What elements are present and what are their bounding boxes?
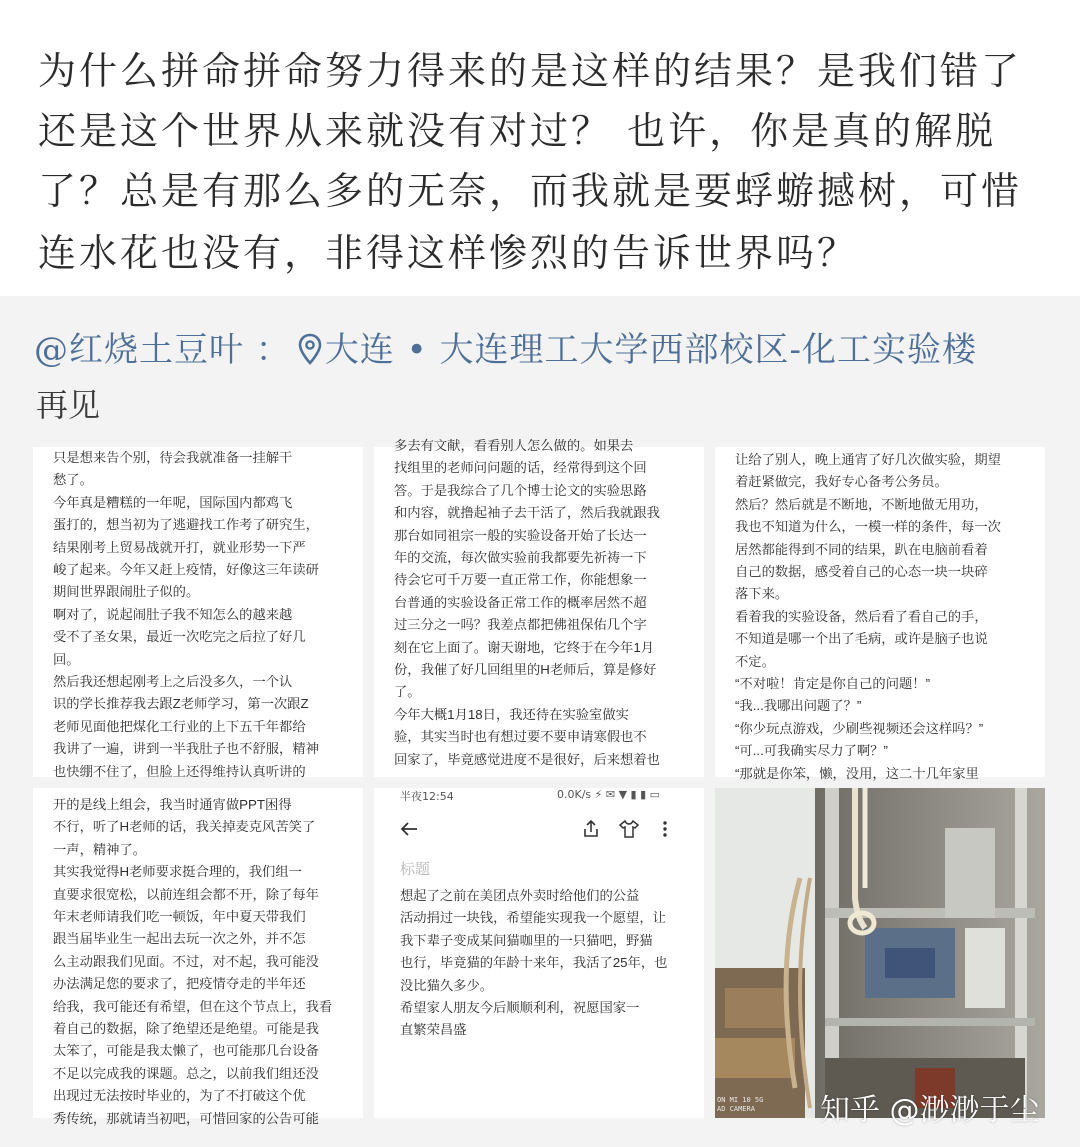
post-text-line: 了？总是有那么多的无奈，而我就是要蜉蝣撼树，可惜 <box>38 169 1023 213</box>
note-line: 和内容，就撸起袖子去干活了，然后我就跟我 <box>394 505 660 521</box>
location-pin-icon <box>297 333 323 374</box>
note-body[interactable] <box>400 885 684 1042</box>
note-line: 回家了，毕竟感觉进度不是很好，后来想着也 <box>394 751 660 767</box>
note-line: 太笨了，可能是我太懒了，也可能那几台设备 <box>53 1043 319 1059</box>
note-line: 了。 <box>394 684 421 700</box>
note-line: 峻了起来。今年又赶上疫情，好像这三年读研 <box>53 562 319 578</box>
note-line: 着赶紧做完，我好专心备考公务员。 <box>735 474 948 490</box>
note-line: 今年真是糟糕的一年呢，国际国内都鸡飞 <box>53 494 293 510</box>
more-vertical-icon[interactable] <box>660 818 670 844</box>
note-line: 台普通的实验设备正常工作的概率居然不超 <box>394 594 647 610</box>
note-line: 找组里的老师问问题的话，经常得到这个回 <box>394 460 647 476</box>
note-line: 只是想来告个别，待会我就准备一挂解干 <box>53 450 293 465</box>
weibo-separator: ： <box>244 330 291 370</box>
note-line: 答。于是我综合了几个博士论文的实验思路 <box>394 482 647 498</box>
note-line: 不足以完成我的课题。总之，以前我们组还没 <box>53 1065 319 1081</box>
note-line: 也行，毕竟猫的年龄十来年，我活了25年，也 <box>400 955 668 971</box>
status-time: 半夜12:54 <box>400 790 454 803</box>
note-line: 看着我的实验设备，然后看了看自己的手， <box>735 608 988 624</box>
note-line: 不定。 <box>735 653 775 669</box>
weibo-location-link[interactable]: 大连 • 大连理工大学西部校区-化工实验楼 <box>324 330 977 370</box>
note-line: 办法满足您的要求了，把疫情夺走的半年还 <box>53 976 306 992</box>
note-line: 其实我觉得H老师要求挺合理的，我们组一 <box>53 864 302 880</box>
note-line: 我也不知道为什么，一模一样的条件，每一次 <box>735 519 1001 535</box>
image-card[interactable] <box>374 438 704 777</box>
zhihu-watermark: 知乎 @渺渺于尘 <box>820 1093 1040 1128</box>
lab-equipment-with-rope-photo[interactable] <box>715 788 1045 1118</box>
weibo-header <box>34 322 977 374</box>
image-card[interactable] <box>374 788 704 1118</box>
note-line: 着自己的数据，除了绝望还是绝望。可能是我 <box>53 1021 319 1037</box>
note-line: 跟当届毕业生一起出去玩一次之外，并不怎 <box>53 931 306 947</box>
note-line: 受不了圣女果，最近一次吃完之后拉了好几 <box>53 629 306 645</box>
note-line: 年的交流，每次做实验前我都要先祈祷一下 <box>394 550 647 566</box>
note-line: 然后我还想起刚考上之后没多久，一个认 <box>53 674 293 690</box>
notes-toolbar <box>374 818 704 842</box>
post-text-line: 为什么拼命拼命努力得来的是这样的结果？是我们错了 <box>38 49 1023 93</box>
note-line: 识的学长推荐我去跟Z老师学习，第一次跟Z <box>53 696 309 712</box>
note-line: 过三分之一吗？我差点都把佛祖保佑几个字 <box>394 617 647 633</box>
status-indicators: 0.0K/s ⚡ ✉ ▼ ▮ ▮ ▭ <box>557 788 661 801</box>
note-line: 直繁荣昌盛 <box>400 1022 467 1038</box>
image-card[interactable] <box>715 447 1045 781</box>
note-line: 希望家人朋友今后顺顺利利，祝愿国家一 <box>400 1000 640 1016</box>
image-card[interactable] <box>33 447 363 777</box>
note-line: 期间世界跟闹肚子似的。 <box>53 584 200 600</box>
note-line: 我下辈子变成某间猫咖里的一只猫吧，野猫 <box>400 932 653 948</box>
note-line: 秀传统，那就请当初吧，可惜回家的公告可能 <box>53 1110 319 1126</box>
camera-caption-line: AD CAMERA <box>717 1105 755 1113</box>
post-text-area <box>0 0 1080 296</box>
note-text <box>374 435 704 771</box>
post-text-line: 连水花也没有，非得这样惨烈的告诉世界吗？ <box>38 231 859 275</box>
note-text <box>33 447 363 783</box>
note-text <box>33 794 363 1130</box>
note-line: “不对啦！肯定是你自己的问题！” <box>735 676 931 692</box>
weibo-message: 再见 <box>36 386 101 424</box>
post-text-line: 还是这个世界从来就没有对过？ 也许，你是真的解脱 <box>38 109 997 153</box>
note-line: 自己的数据，感受着自己的心态一块一块碎 <box>735 564 988 580</box>
note-line: “我...我哪出问题了？” <box>735 698 862 714</box>
note-line: 也快绷不住了，但脸上还得维持认真听讲的 <box>53 763 306 779</box>
note-line: 回。 <box>53 651 80 667</box>
note-line: “可...可我确实尽力了啊？” <box>735 743 888 759</box>
note-line: 老师见面他把煤化工行业的上下五千年都给 <box>53 718 306 734</box>
note-line: 让给了别人，晚上通宵了好几次做实验，期望 <box>735 452 1001 467</box>
note-line: 不知道是哪一个出了毛病，或许是脑子也说 <box>735 631 988 647</box>
note-line: 今年大概1月18日，我还待在实验室做实 <box>394 706 629 722</box>
note-line: 那台如同祖宗一般的实验设备开始了长达一 <box>394 527 647 543</box>
camera-caption-line: ON MI 10 5G <box>717 1096 764 1104</box>
note-line: 一声，精神了。 <box>53 841 147 857</box>
share-icon[interactable] <box>580 818 602 844</box>
image-card[interactable] <box>33 788 363 1126</box>
note-line: 居然都能得到不同的结果，趴在电脑前看着 <box>735 541 988 557</box>
note-line: “那就是你笨，懒，没用，这二十几年家里 <box>735 765 979 781</box>
note-line: 我讲了一遍，讲到一半我肚子也不舒服，精神 <box>53 741 319 757</box>
note-line: 活动捐过一块钱，希望能实现我一个愿望，让 <box>400 910 666 926</box>
note-line: “你少玩点游戏，少刷些视频还会这样吗？” <box>735 720 984 736</box>
photo-drawing <box>715 788 1045 1118</box>
theme-icon[interactable] <box>618 818 640 844</box>
note-line: 然后？然后就是不断地，不断地做无用功， <box>735 496 988 512</box>
weibo-user-link[interactable]: @红烧土豆叶 <box>34 330 244 370</box>
note-line: 蛋打的，想当初为了逃避找工作考了研究生， <box>53 517 319 533</box>
note-line: 落下来。 <box>735 586 789 602</box>
note-title-placeholder[interactable]: 标题 <box>400 860 431 878</box>
note-line: 验，其实当时也有想过要不要申请寒假也不 <box>394 729 647 745</box>
note-line: 待会它可千万要一直正常工作，你能想象一 <box>394 572 647 588</box>
note-line: 刻在它上面了。谢天谢地，它终于在今年1月 <box>394 639 655 655</box>
note-line: 想起了之前在美团点外卖时给他们的公益 <box>400 888 640 903</box>
note-text <box>715 449 1045 785</box>
note-line: 年末老师请我们吃一顿饭，年中夏天带我们 <box>53 909 306 925</box>
note-line: 直要求很宽松，以前连组会都不开，除了每年 <box>53 886 319 902</box>
note-line: 多去有文献，看看别人怎么做的。如果去 <box>394 438 634 453</box>
note-line: 给我，我可能还有希望，但在这个节点上，我看 <box>53 998 333 1014</box>
note-line: 结果刚考上贸易战就开打，就业形势一下严 <box>53 539 306 555</box>
note-line: 份，我催了好几回组里的H老师后，算是修好 <box>394 662 657 678</box>
note-line: 没比猫久多少。 <box>400 977 494 993</box>
note-line: 愁了。 <box>53 472 93 488</box>
note-line: 不行，听了H老师的话，我关掉麦克风苦笑了 <box>53 819 316 835</box>
note-line: 开的是线上组会，我当时通宵做PPT困得 <box>53 797 292 812</box>
back-arrow-icon[interactable] <box>398 818 420 844</box>
note-line: 啊对了，说起闹肚子我不知怎么的越来越 <box>53 606 293 622</box>
note-line: 么主动跟我们见面。不过，对不起，我可能没 <box>53 953 319 969</box>
camera-caption <box>717 1096 763 1114</box>
note-line: 出现过无法按时毕业的，为了不打破这个优 <box>53 1088 306 1104</box>
